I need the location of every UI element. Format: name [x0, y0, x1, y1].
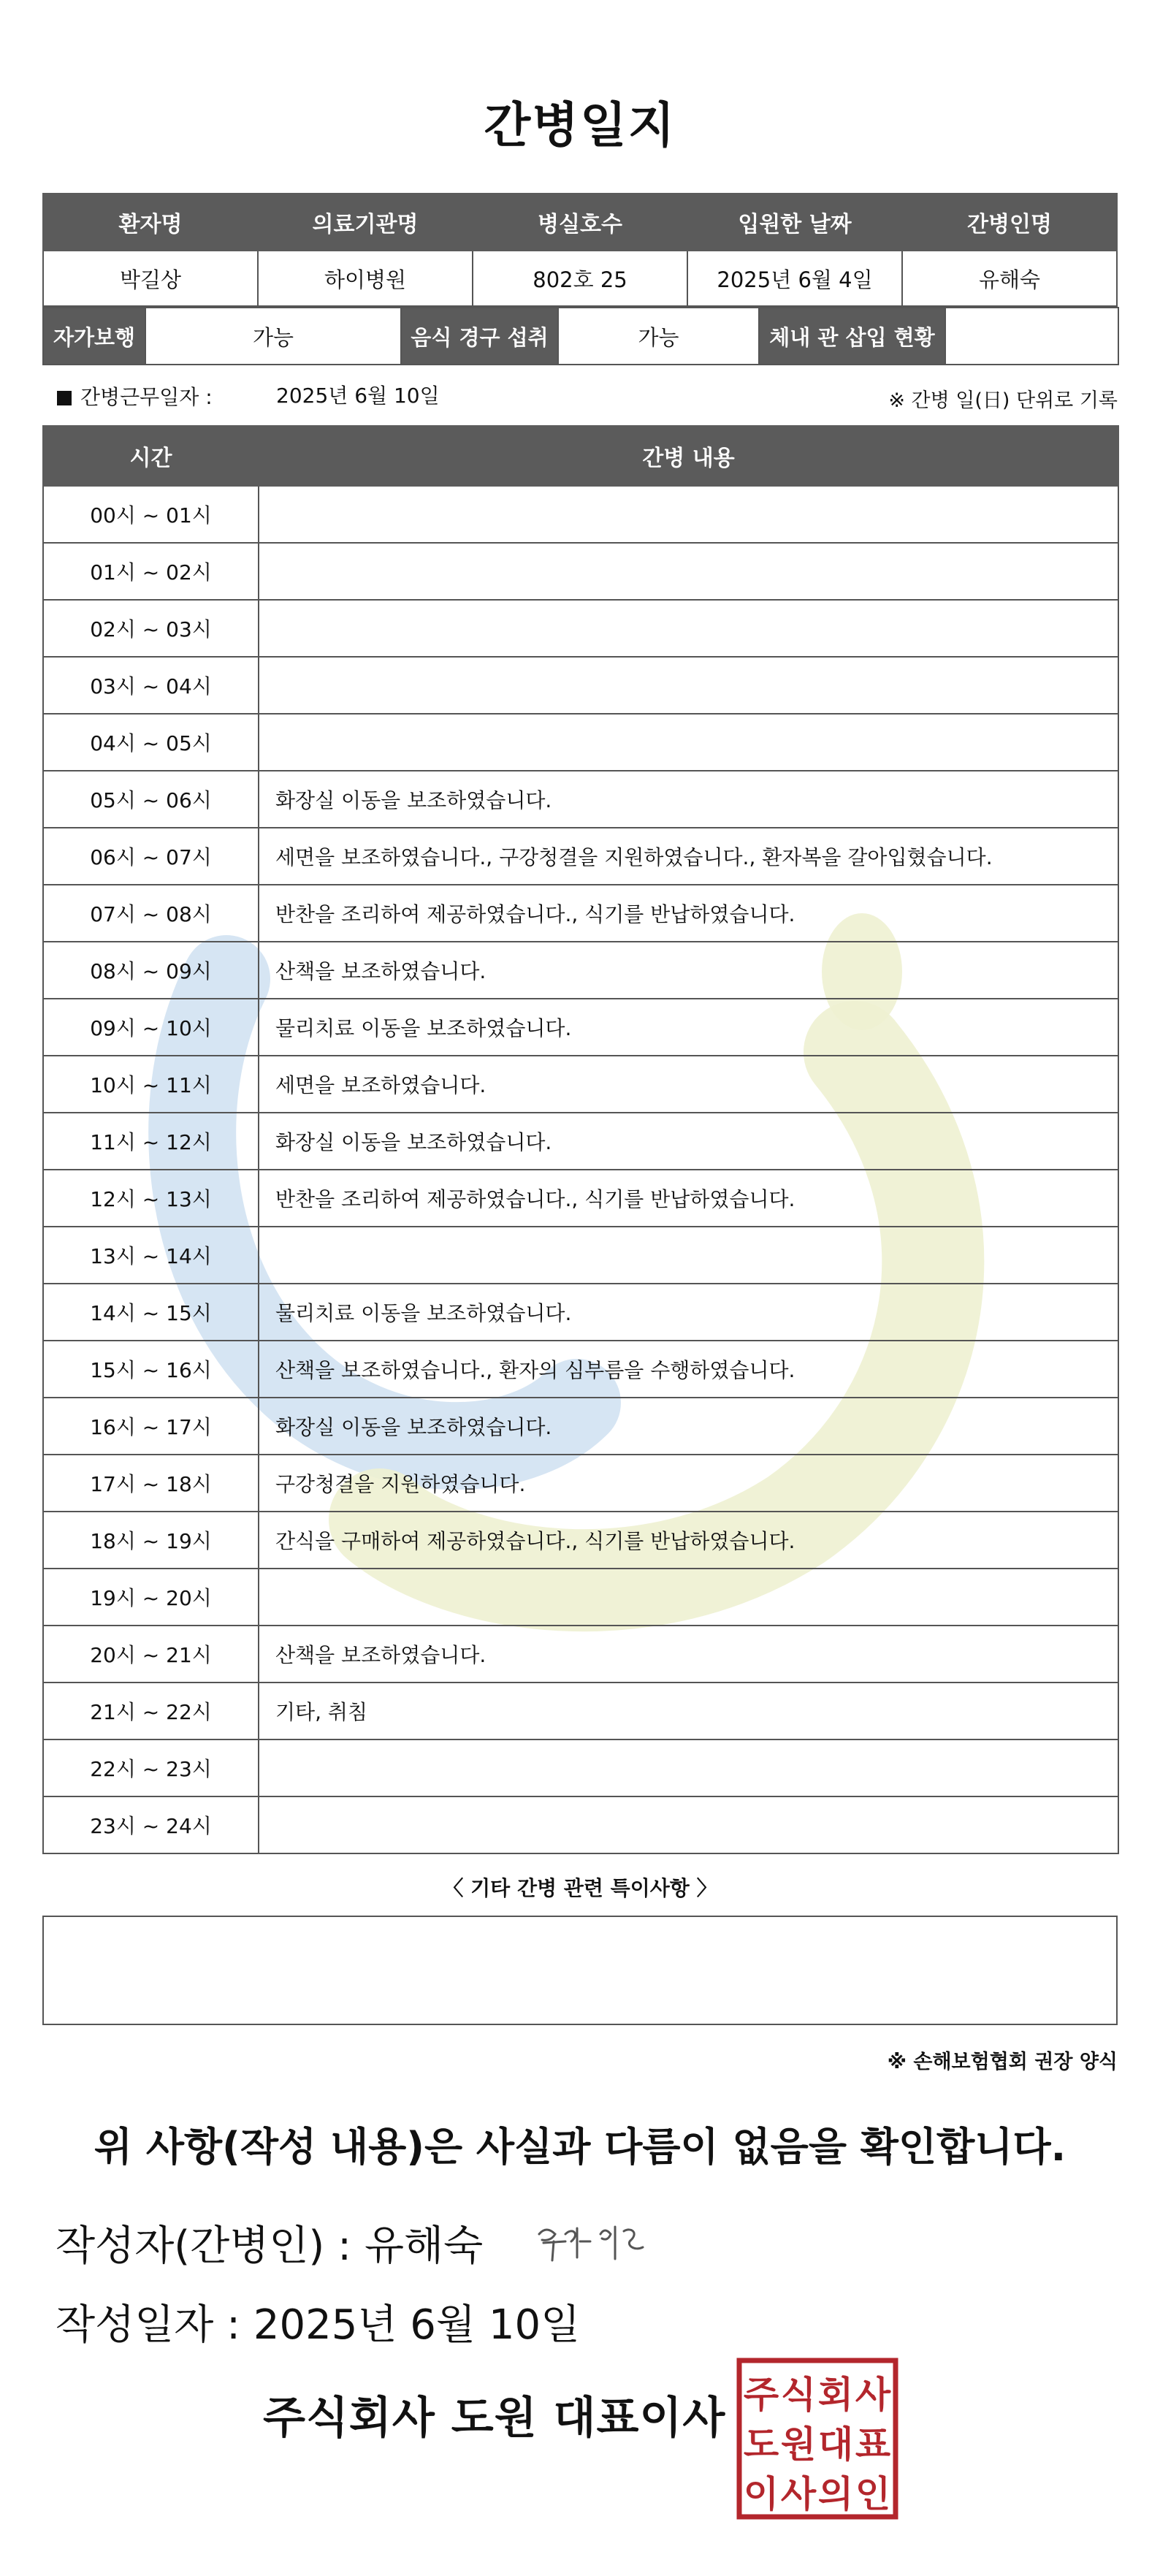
- time-slot: 03시 ~ 04시: [43, 657, 259, 714]
- time-slot: 15시 ~ 16시: [43, 1341, 259, 1398]
- table-row: [43, 1455, 1118, 1512]
- patient-status-table: [42, 307, 1119, 365]
- time-slot: 16시 ~ 17시: [43, 1398, 259, 1455]
- seal-character: 표: [855, 2423, 891, 2466]
- care-content: [259, 543, 1118, 600]
- notes-title: 〈 기타 간병 관련 특이사항 〉: [443, 1876, 717, 1900]
- care-content: 산책을 보조하였습니다.: [259, 942, 1118, 999]
- seal-character: 인: [855, 2473, 891, 2515]
- admission-date-header: 입원한 날짜: [687, 194, 902, 251]
- care-content: [259, 486, 1118, 543]
- table-row: [43, 999, 1118, 1056]
- care-content: [259, 1569, 1118, 1626]
- time-slot: 14시 ~ 15시: [43, 1284, 259, 1341]
- care-content: 구강청결을 지원하였습니다.: [259, 1455, 1118, 1512]
- table-row: [43, 486, 1118, 543]
- oral-intake-value: 가능: [558, 308, 759, 365]
- table-row: [43, 1739, 1118, 1796]
- table-row: [43, 1227, 1118, 1284]
- time-slot: 20시 ~ 21시: [43, 1626, 259, 1683]
- table-row: [43, 1170, 1118, 1227]
- company-representative: 주식회사 도원 대표이사: [263, 2393, 726, 2444]
- table-row: [43, 657, 1118, 714]
- seal-character: 주: [743, 2374, 779, 2416]
- table-row: [43, 1056, 1118, 1113]
- care-content: 물리치료 이동을 보조하였습니다.: [259, 1284, 1118, 1341]
- time-slot: 22시 ~ 23시: [43, 1739, 259, 1796]
- writer-label: 작성자(간병인) :: [56, 2222, 351, 2270]
- care-content: 화장실 이동을 보조하였습니다.: [259, 1113, 1118, 1170]
- care-content: 세면을 보조하였습니다., 구강청결을 지원하였습니다., 환자복을 갈아입혔습니다.: [259, 828, 1118, 885]
- time-slot: 02시 ~ 03시: [43, 600, 259, 657]
- time-slot: 09시 ~ 10시: [43, 999, 259, 1056]
- room-number-header: 병실호수: [473, 194, 687, 251]
- time-slot: 01시 ~ 02시: [43, 543, 259, 600]
- care-content: 반찬을 조리하여 제공하였습니다., 식기를 반납하였습니다.: [259, 885, 1118, 942]
- table-row: [43, 1113, 1118, 1170]
- seal-character: 회: [817, 2374, 854, 2416]
- table-row: [43, 942, 1118, 999]
- write-date-line: [56, 2293, 580, 2351]
- care-content: 세면을 보조하였습니다.: [259, 1056, 1118, 1113]
- table-row: [43, 1398, 1118, 1455]
- admission-date-value: 2025년 6월 4일: [687, 251, 902, 306]
- patient-name-value: 박길상: [43, 251, 258, 306]
- table-row: [43, 1683, 1118, 1739]
- table-row: [43, 1796, 1118, 1853]
- patient-name-header: 환자명: [43, 194, 258, 251]
- table-row: [43, 600, 1118, 657]
- caregiver-name-header: 간병인명: [902, 194, 1117, 251]
- time-slot: 21시 ~ 22시: [43, 1683, 259, 1739]
- unit-note: ※ 간병 일(日) 단위로 기록: [888, 389, 1118, 412]
- care-content: 산책을 보조하였습니다., 환자의 심부름을 수행하였습니다.: [259, 1341, 1118, 1398]
- hospital-name-header: 의료기관명: [258, 194, 473, 251]
- table-row: [43, 1341, 1118, 1398]
- table-row: [43, 885, 1118, 942]
- care-content: [259, 714, 1118, 771]
- care-content: 화장실 이동을 보조하였습니다.: [259, 1398, 1118, 1455]
- time-column-header: 시간: [43, 426, 259, 486]
- work-date-label: 간병근무일자 :: [57, 381, 213, 411]
- care-content: [259, 600, 1118, 657]
- table-row: [43, 1284, 1118, 1341]
- time-slot: 13시 ~ 14시: [43, 1227, 259, 1284]
- form-footnote: ※ 손해보험협회 권장 양식: [887, 2051, 1118, 2073]
- table-row: [43, 1626, 1118, 1683]
- room-number-value: 802호 25: [473, 251, 687, 306]
- walk-label: 자가보행: [43, 308, 145, 365]
- seal-character: 식: [780, 2374, 817, 2416]
- table-row: [43, 828, 1118, 885]
- care-content: [259, 1227, 1118, 1284]
- table-row: [43, 1569, 1118, 1626]
- care-content: 화장실 이동을 보조하였습니다.: [259, 771, 1118, 828]
- time-slot: 17시 ~ 18시: [43, 1455, 259, 1512]
- work-date-value: 2025년 6월 10일: [276, 384, 440, 408]
- care-content: 반찬을 조리하여 제공하였습니다., 식기를 반납하였습니다.: [259, 1170, 1118, 1227]
- square-bullet-icon: [57, 391, 72, 405]
- seal-character: 의: [817, 2473, 854, 2515]
- time-slot: 10시 ~ 11시: [43, 1056, 259, 1113]
- handwritten-signature: [533, 2212, 672, 2271]
- table-row: [43, 1512, 1118, 1569]
- table-row: [43, 714, 1118, 771]
- table-row: [43, 771, 1118, 828]
- time-slot: 12시 ~ 13시: [43, 1170, 259, 1227]
- care-content: 산책을 보조하였습니다.: [259, 1626, 1118, 1683]
- tube-insertion-value: [945, 308, 1118, 365]
- confirmation-statement: 위 사항(작성 내용)은 사실과 다름이 없음을 확인합니다.: [94, 2124, 1066, 2170]
- seal-character: 이: [743, 2473, 779, 2515]
- time-slot: 11시 ~ 12시: [43, 1113, 259, 1170]
- care-content: 기타, 취침: [259, 1683, 1118, 1739]
- time-slot: 05시 ~ 06시: [43, 771, 259, 828]
- seal-character: 사: [780, 2473, 817, 2515]
- write-date-label: 작성일자 :: [56, 2301, 241, 2349]
- seal-character: 원: [780, 2423, 817, 2466]
- care-content: [259, 1796, 1118, 1853]
- time-slot: 04시 ~ 05시: [43, 714, 259, 771]
- seal-character: 사: [855, 2374, 891, 2416]
- hospital-name-value: 하이병원: [258, 251, 473, 306]
- time-slot: 00시 ~ 01시: [43, 486, 259, 543]
- time-slot: 23시 ~ 24시: [43, 1796, 259, 1853]
- care-log-table: [42, 425, 1119, 1854]
- time-slot: 08시 ~ 09시: [43, 942, 259, 999]
- company-seal: [735, 2356, 900, 2521]
- document-title: 간병일지: [484, 97, 676, 153]
- seal-character: 대: [817, 2423, 854, 2466]
- seal-character: 도: [743, 2423, 779, 2466]
- time-slot: 06시 ~ 07시: [43, 828, 259, 885]
- care-content: [259, 657, 1118, 714]
- care-log-body: [43, 486, 1118, 1853]
- care-content: 간식을 구매하여 제공하였습니다., 식기를 반납하였습니다.: [259, 1512, 1118, 1569]
- patient-info-table: [42, 193, 1118, 307]
- notes-box: [42, 1916, 1118, 2025]
- writer-name: 유해숙: [364, 2222, 484, 2270]
- caregiver-name-value: 유해숙: [902, 251, 1117, 306]
- write-date-value: 2025년 6월 10일: [253, 2301, 581, 2349]
- content-column-header: 간병 내용: [259, 426, 1118, 486]
- walk-value: 가능: [145, 308, 401, 365]
- writer-line: [56, 2214, 496, 2272]
- oral-intake-label: 음식 경구 섭취: [401, 308, 558, 365]
- time-slot: 19시 ~ 20시: [43, 1569, 259, 1626]
- tube-insertion-label: 체내 관 삽입 현황: [759, 308, 945, 365]
- time-slot: 18시 ~ 19시: [43, 1512, 259, 1569]
- care-content: 물리치료 이동을 보조하였습니다.: [259, 999, 1118, 1056]
- time-slot: 07시 ~ 08시: [43, 885, 259, 942]
- table-row: [43, 543, 1118, 600]
- care-content: [259, 1739, 1118, 1796]
